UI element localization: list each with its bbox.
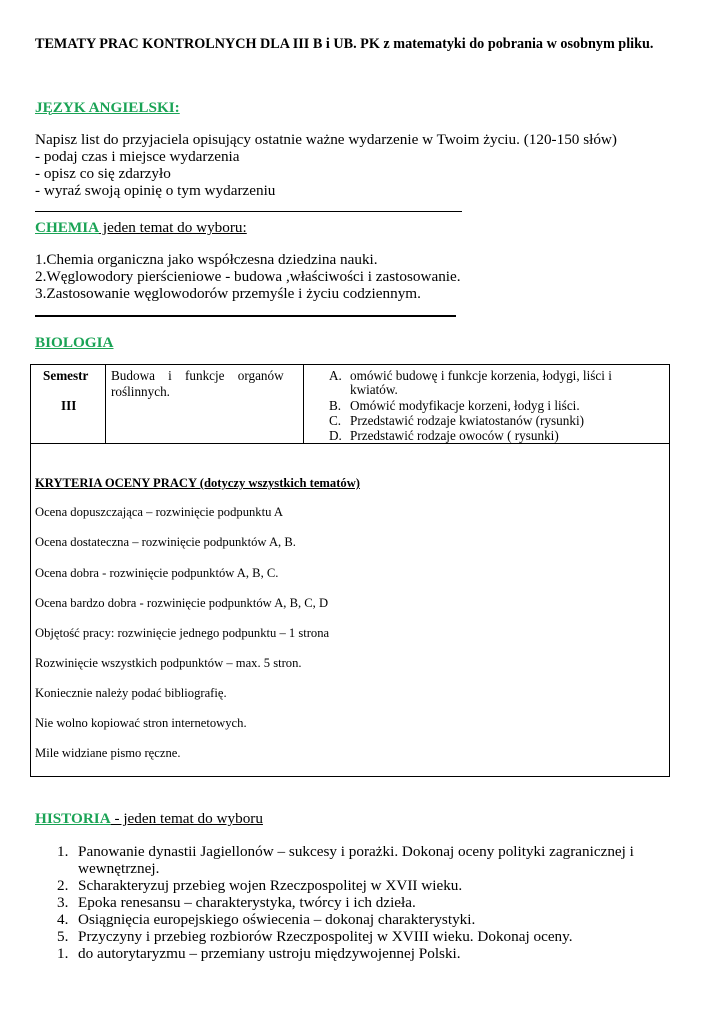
history-topic: Panowanie dynastii Jagiellonów – sukcesy i porażki. Dokonaj oceny polityki zagranicznej i	[78, 843, 634, 860]
criteria-item: Nie wolno kopiować stron internetowych.	[35, 716, 247, 730]
history-subheading: - jeden temat do wyboru	[110, 810, 263, 827]
history-topic-number: 2.	[57, 877, 69, 894]
biology-topic: roślinnych.	[111, 384, 170, 399]
english-point: - wyraź swoją opinię o tym wydarzeniu	[35, 182, 276, 199]
criteria-item: Koniecznie należy podać bibliografię.	[35, 686, 227, 700]
history-topic: Osiągnięcia europejskiego oświecenia – dokonaj charakterystyki.	[78, 911, 476, 928]
chemistry-heading: CHEMIA	[35, 219, 100, 236]
criteria-item: Ocena dostateczna – rozwinięcie podpunktów A, B.	[35, 535, 296, 549]
chemistry-topic: 3.Zastosowanie węglowodorów przemyśle i życiu codziennym.	[35, 285, 421, 302]
divider	[35, 211, 462, 212]
table-border-top	[30, 364, 670, 365]
table-col-divider	[303, 364, 304, 444]
task-text: kwiatów.	[350, 382, 398, 397]
task-letter: D.	[329, 428, 342, 443]
history-topic: wewnętrznej.	[78, 860, 160, 877]
semester-label: Semestr	[43, 368, 89, 383]
task-letter: A.	[329, 368, 342, 383]
semester-value: III	[61, 398, 77, 413]
criteria-item: Ocena bardzo dobra - rozwinięcie podpunktów A, B, C, D	[35, 596, 329, 610]
english-point: - opisz co się zdarzyło	[35, 165, 171, 182]
history-topic-number: 1.	[57, 945, 69, 962]
english-task: Napisz list do przyjaciela opisujący ostatnie ważne wydarzenie w Twoim życiu. (120-150 słów)	[35, 131, 617, 148]
document-title: TEMATY PRAC KONTROLNYCH DLA III B i UB. PK z matematyki do pobrania w osobnym pliku.	[35, 36, 654, 52]
history-topic-number: 4.	[57, 911, 69, 928]
table-border-right	[669, 364, 670, 777]
history-heading: HISTORIA	[35, 810, 111, 827]
table-col-divider	[105, 364, 106, 444]
chemistry-topic: 2.Węglowodory pierścieniowe - budowa ,właściwości i zastosowanie.	[35, 268, 461, 285]
criteria-item: Mile widziane pismo ręczne.	[35, 746, 181, 760]
task-letter: C.	[329, 413, 342, 428]
table-border-bottom	[30, 776, 670, 777]
criteria-item: Rozwinięcie wszystkich podpunktów – max. 5 stron.	[35, 656, 302, 670]
task-text: omówić budowę i funkcje korzenia, łodygi, liści i	[350, 368, 612, 383]
task-letter: B.	[329, 398, 342, 413]
history-topic: Przyczyny i przebieg rozbiorów Rzeczpospolitej w XVIII wieku. Dokonaj oceny.	[78, 928, 573, 945]
history-heading-line	[35, 810, 263, 827]
english-point: - podaj czas i miejsce wydarzenia	[35, 148, 240, 165]
history-topic: do autorytaryzmu – przemiany ustroju międzywojennej Polski.	[78, 945, 461, 962]
criteria-item: Objętość pracy: rozwinięcie jednego podpunktu – 1 strona	[35, 626, 330, 640]
task-text: Przedstawić rodzaje owoców ( rysunki)	[350, 428, 559, 443]
criteria-heading: KRYTERIA OCENY PRACY (dotyczy wszystkich tematów)	[35, 476, 360, 490]
chemistry-heading-line	[35, 219, 247, 236]
chemistry-subheading: jeden temat do wyboru:	[99, 219, 247, 236]
divider	[35, 315, 456, 317]
biology-heading: BIOLOGIA	[35, 334, 114, 351]
task-text: Omówić modyfikacje korzeni, łodyg i liści.	[350, 398, 580, 413]
history-topic: Epoka renesansu – charakterystyka, twórcy i ich dzieła.	[78, 894, 416, 911]
table-border-left	[30, 364, 31, 777]
criteria-item: Ocena dopuszczająca – rozwinięcie podpunktu A	[35, 505, 283, 519]
chemistry-topic: 1.Chemia organiczna jako współczesna dziedzina nauki.	[35, 251, 378, 268]
biology-topic: Budowa i funkcje organów	[111, 368, 284, 383]
history-topic: Scharakteryzuj przebieg wojen Rzeczpospolitej w XVII wieku.	[78, 877, 463, 894]
criteria-item: Ocena dobra - rozwinięcie podpunktów A, B, C.	[35, 566, 279, 580]
history-topic-number: 3.	[57, 894, 69, 911]
history-topic-number: 5.	[57, 928, 69, 945]
english-heading: JĘZYK ANGIELSKI:	[35, 99, 180, 116]
task-text: Przedstawić rodzaje kwiatostanów (rysunki)	[350, 413, 585, 428]
history-topic-number: 1.	[57, 843, 69, 860]
